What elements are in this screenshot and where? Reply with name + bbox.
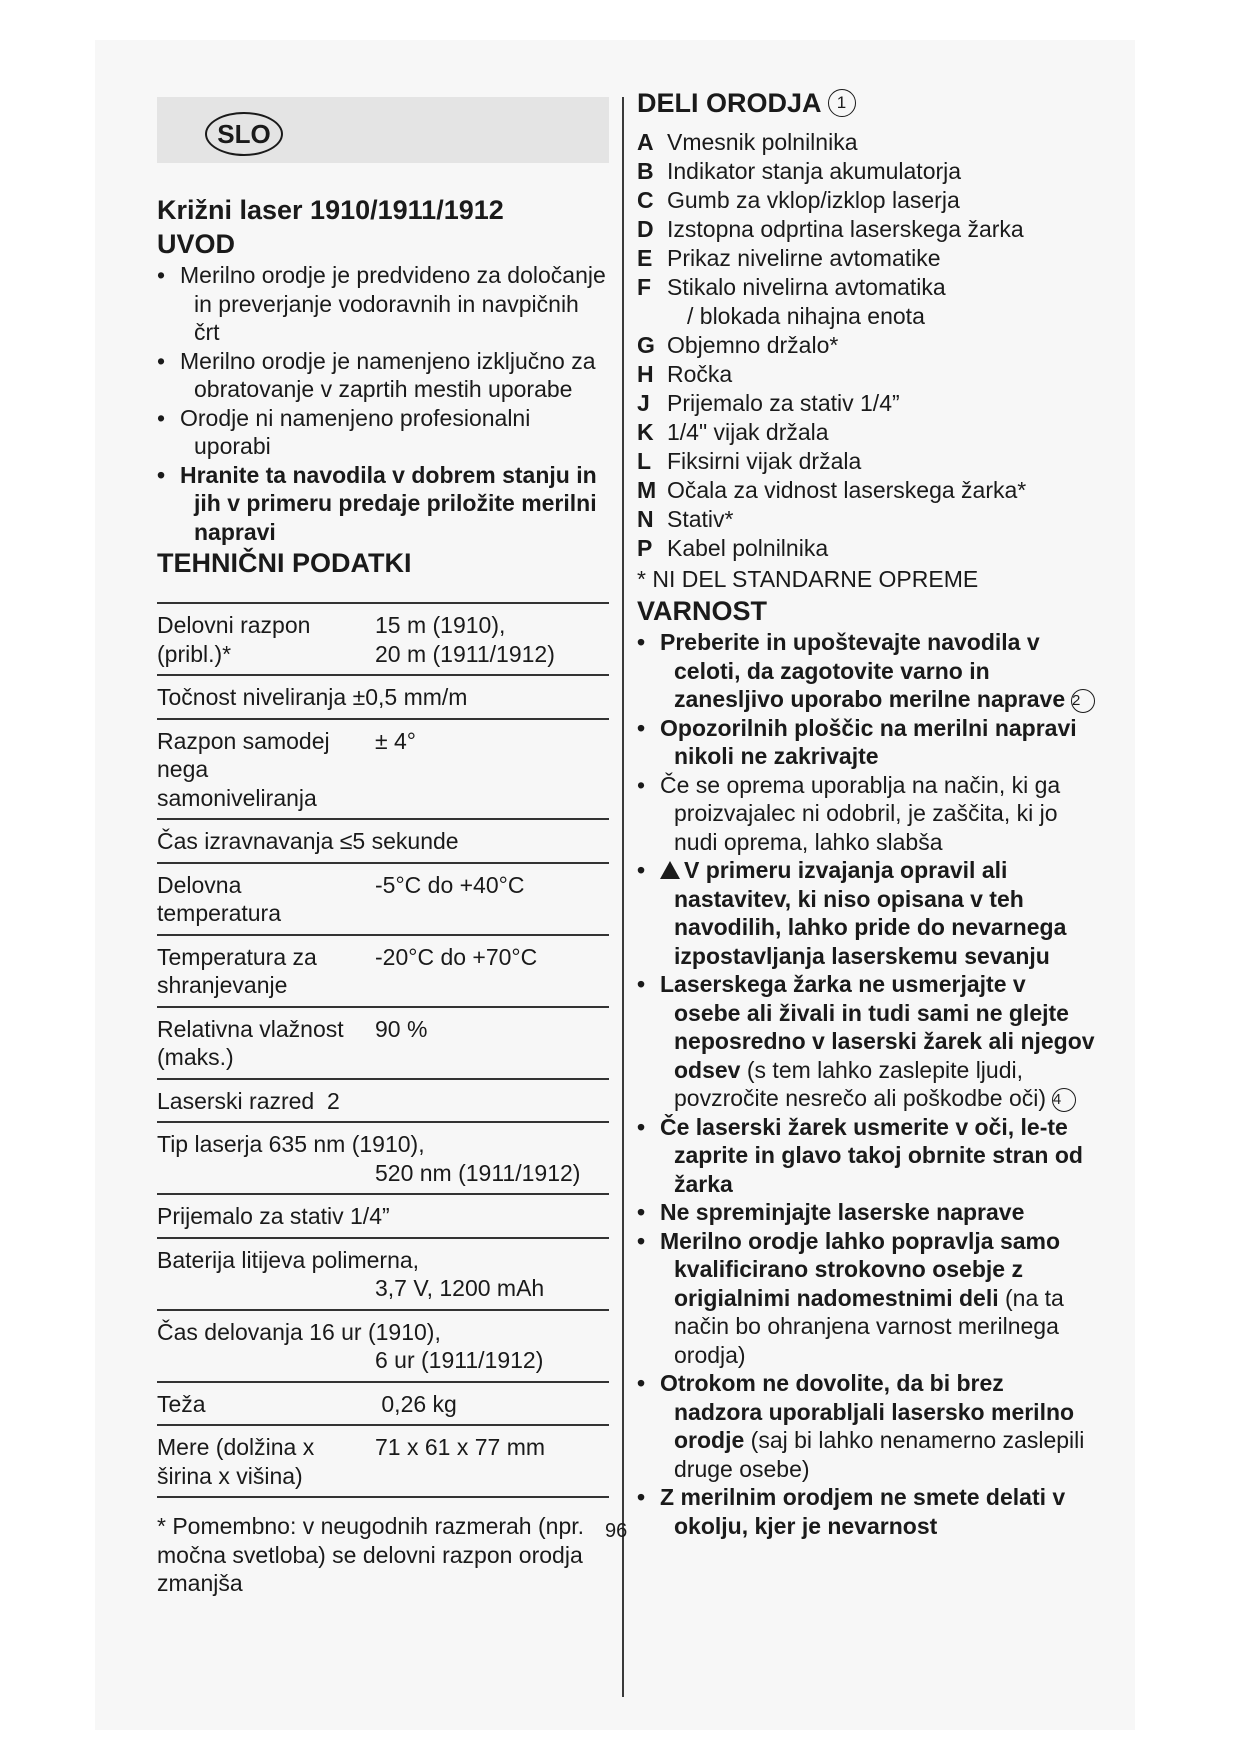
table-row (157, 720, 609, 821)
deli-heading-text: DELI ORODJA (637, 88, 822, 118)
list-item (637, 331, 1097, 360)
row-label: Čas delovanja 16 ur (1910), (157, 1318, 441, 1345)
row-label: Mere (dolžina x širina x višina) (157, 1434, 315, 1489)
list-item (637, 1198, 1097, 1227)
part-text: Stativ* (667, 506, 734, 532)
part-letter: F (637, 274, 652, 300)
row-label: Delovna temperatura (157, 871, 282, 926)
part-letter: H (637, 361, 654, 387)
row-value: 520 nm (1911/1912) (375, 1159, 581, 1186)
uvod-heading: UVOD (157, 229, 236, 259)
row-value: 90 % (375, 1015, 428, 1042)
part-letter: P (637, 535, 653, 561)
item-bold: Otrokom ne dovolite, da bi brez nadzora uporabljali lasersko merilno orodje (660, 1370, 1075, 1453)
part-letter: K (637, 419, 654, 445)
list-item (637, 1227, 1097, 1370)
row-label: Delovni razpon (pribl.)* (157, 612, 311, 667)
figure-ref-badge: 2 (1071, 689, 1095, 713)
row-label: Temperatura za shranjevanje (157, 943, 317, 998)
page-number: 96 (605, 1520, 628, 1542)
language-badge: SLO (205, 112, 283, 156)
part-text: Fiksirni vijak držala (667, 448, 862, 474)
list-item (637, 1483, 1097, 1540)
list-item: • Merilno orodje je predvideno za določanje in preverjanje vodoravnih in navpičnih črt (157, 261, 609, 347)
item-bold: Merilno orodje lahko popravlja samo kvalificirano strokovno osebje z origialnimi nadomestnimi deli (660, 1227, 1061, 1311)
parts-footnote: * NI DEL STANDARNE OPREME (637, 566, 979, 592)
row-label: Laserski razred 2 (157, 1087, 340, 1114)
item-bold: Če laserski žarek usmerite v oči, le-te zaprite in glavo takoj obrnite stran od žarka (660, 1113, 1083, 1197)
part-letter: D (637, 216, 654, 242)
row-label: Baterija litijeva polimerna, (157, 1246, 420, 1273)
part-letter: M (637, 477, 657, 503)
list-item (637, 856, 1097, 970)
table-row (157, 820, 609, 864)
item-bold: Opozorilnih ploščic na merilni napravi nikoli ne zakrivajte (660, 714, 1077, 769)
row-value: -5°C do +40°C (375, 871, 525, 898)
part-text: Prijemalo za stativ 1/4” (667, 390, 900, 416)
row-label: Prijemalo za stativ 1/4” (157, 1203, 390, 1229)
part-letter: E (637, 245, 653, 271)
tech-heading: TEHNIČNI PODATKI (157, 548, 412, 578)
part-text: Prikaz nivelirne avtomatike (667, 245, 941, 271)
list-item (637, 1369, 1097, 1483)
table-row (157, 1080, 609, 1124)
list-item (637, 628, 1097, 714)
row-value: 6 ur (1911/1912) (375, 1347, 544, 1373)
deli-heading (637, 86, 1097, 120)
part-text: Stikalo nivelirna avtomatika (667, 274, 946, 300)
part-letter: G (637, 332, 655, 358)
part-text: Očala za vidnost laserskega žarka* (667, 477, 1027, 503)
list-item (637, 157, 1097, 186)
tech-table (157, 602, 609, 1498)
part-letter: B (637, 158, 654, 184)
list-item (637, 360, 1097, 389)
part-text: 1/4" vijak držala (667, 419, 829, 445)
varnost-list (637, 628, 1097, 1540)
item-bold: V primeru izvajanja opravil ali nastavitev, ki niso opisana v teh navodilih, lahko pride do nevarnega izpostavljanja laserskemu sevanju (674, 857, 1067, 969)
table-row (157, 604, 609, 676)
part-letter: L (637, 448, 652, 474)
item-text: (na ta način bo ohranjena varnost merilnega orodja) (674, 1284, 1064, 1368)
item-bold: Ne spreminjajte laserske naprave (660, 1199, 1025, 1225)
part-text: Kabel polnilnika (667, 535, 829, 561)
warning-icon (660, 861, 680, 879)
table-row (157, 1008, 609, 1080)
part-letter: C (637, 187, 654, 213)
figure-ref-badge: 1 (828, 89, 856, 117)
row-label: Tip laserja 635 nm (1910), (157, 1131, 425, 1157)
list-item: • Hranite ta navodila v dobrem stanju in jih v primeru predaje priložite merilni napravi (157, 461, 609, 547)
table-row (157, 1123, 609, 1195)
list-item (637, 128, 1097, 157)
column-divider (622, 97, 624, 1697)
list-item (637, 186, 1097, 215)
right-column (637, 86, 1097, 1540)
list-item (637, 476, 1097, 505)
part-letter: A (637, 129, 654, 155)
part-letter: N (637, 506, 654, 532)
row-value: ± 4° (375, 727, 417, 754)
item-bold: Preberite in upoštevajte navodila v celoti, da zagotovite varno in zanesljivo uporabo merilne naprave (660, 629, 1066, 712)
table-row (157, 676, 609, 720)
list-item: • Orodje ni namenjeno profesionalni uporabi (157, 404, 609, 461)
table-row (157, 1426, 609, 1498)
tech-footnote: * Pomembno: v neugodnih razmerah (npr. močna svetloba) se delovni razpon orodja zmanjša (157, 1513, 585, 1596)
list-item (637, 505, 1097, 534)
row-label: Teža (157, 1390, 206, 1417)
part-text: Izstopna odprtina laserskega žarka (667, 216, 1024, 242)
list-item (637, 389, 1097, 418)
language-band (157, 97, 609, 163)
list-item: • Merilno orodje je namenjeno izključno za obratovanje v zaprtih mestih uporabe (157, 347, 609, 404)
parts-list (637, 128, 1097, 594)
row-label: Relativna vlažnost (maks.) (157, 1015, 344, 1070)
list-item (637, 244, 1097, 273)
list-item (637, 447, 1097, 476)
table-row (157, 1239, 609, 1311)
part-text: Indikator stanja akumulatorja (667, 158, 962, 184)
table-row (157, 936, 609, 1008)
item-bold: Laserskega žarka ne usmerjajte v osebe ali živali in tudi sami ne glejte neposredno v laserski žarek ali njegov odsev (660, 971, 1095, 1083)
part-text: Ročka (667, 361, 733, 387)
item-bold: Z merilnim orodjem ne smete delati v okolju, kjer je nevarnost (660, 1484, 1066, 1539)
row-value: 3,7 V, 1200 mAh (375, 1275, 545, 1301)
uvod-list (157, 261, 609, 546)
left-column (157, 97, 609, 1598)
row-value: -20°C do +70°C (375, 943, 538, 970)
row-label: Točnost niveliranja ±0,5 mm/m (157, 684, 468, 710)
list-item (637, 534, 1097, 563)
item-text: (s tem lahko zaslepite ljudi, povzročite nesrečo ali poškodbe oči) (674, 1056, 1047, 1111)
item-text: Če se oprema uporablja na način, ki ga proizvajalec ni odobril, je zaščita, ki jo nudi oprema, lahko slabša (660, 771, 1061, 855)
item-text: (saj bi lahko nenamerno zaslepili druge osebe) (674, 1427, 1085, 1482)
table-row (157, 1195, 609, 1239)
row-value: 0,26 kg (375, 1390, 457, 1417)
row-label: Razpon samodej nega samoniveliranja (157, 727, 330, 811)
table-row (157, 1383, 609, 1427)
table-row (157, 1311, 609, 1383)
list-item (637, 771, 1097, 857)
list-item (637, 1113, 1097, 1199)
list-item (637, 273, 1097, 302)
row-value: 71 x 61 x 77 mm (375, 1434, 546, 1460)
product-title: Križni laser 1910/1911/1912 (157, 195, 504, 225)
part-text: Vmesnik polnilnika (667, 129, 858, 155)
part-text-continued: / blokada nihajna enota (687, 303, 925, 329)
part-text: Gumb za vklop/izklop laserja (667, 187, 960, 213)
table-row (157, 864, 609, 936)
list-item (637, 970, 1097, 1113)
part-letter: J (637, 390, 650, 416)
varnost-heading: VARNOST (637, 596, 768, 626)
list-item (637, 418, 1097, 447)
row-label: Čas izravnavanja ≤5 sekunde (157, 828, 459, 854)
list-item (637, 215, 1097, 244)
figure-ref-badge: 4 (1052, 1088, 1076, 1112)
part-text: Objemno držalo* (667, 332, 839, 358)
row-value: 15 m (1910), 20 m (1911/1912) (375, 612, 555, 667)
list-item (637, 714, 1097, 771)
